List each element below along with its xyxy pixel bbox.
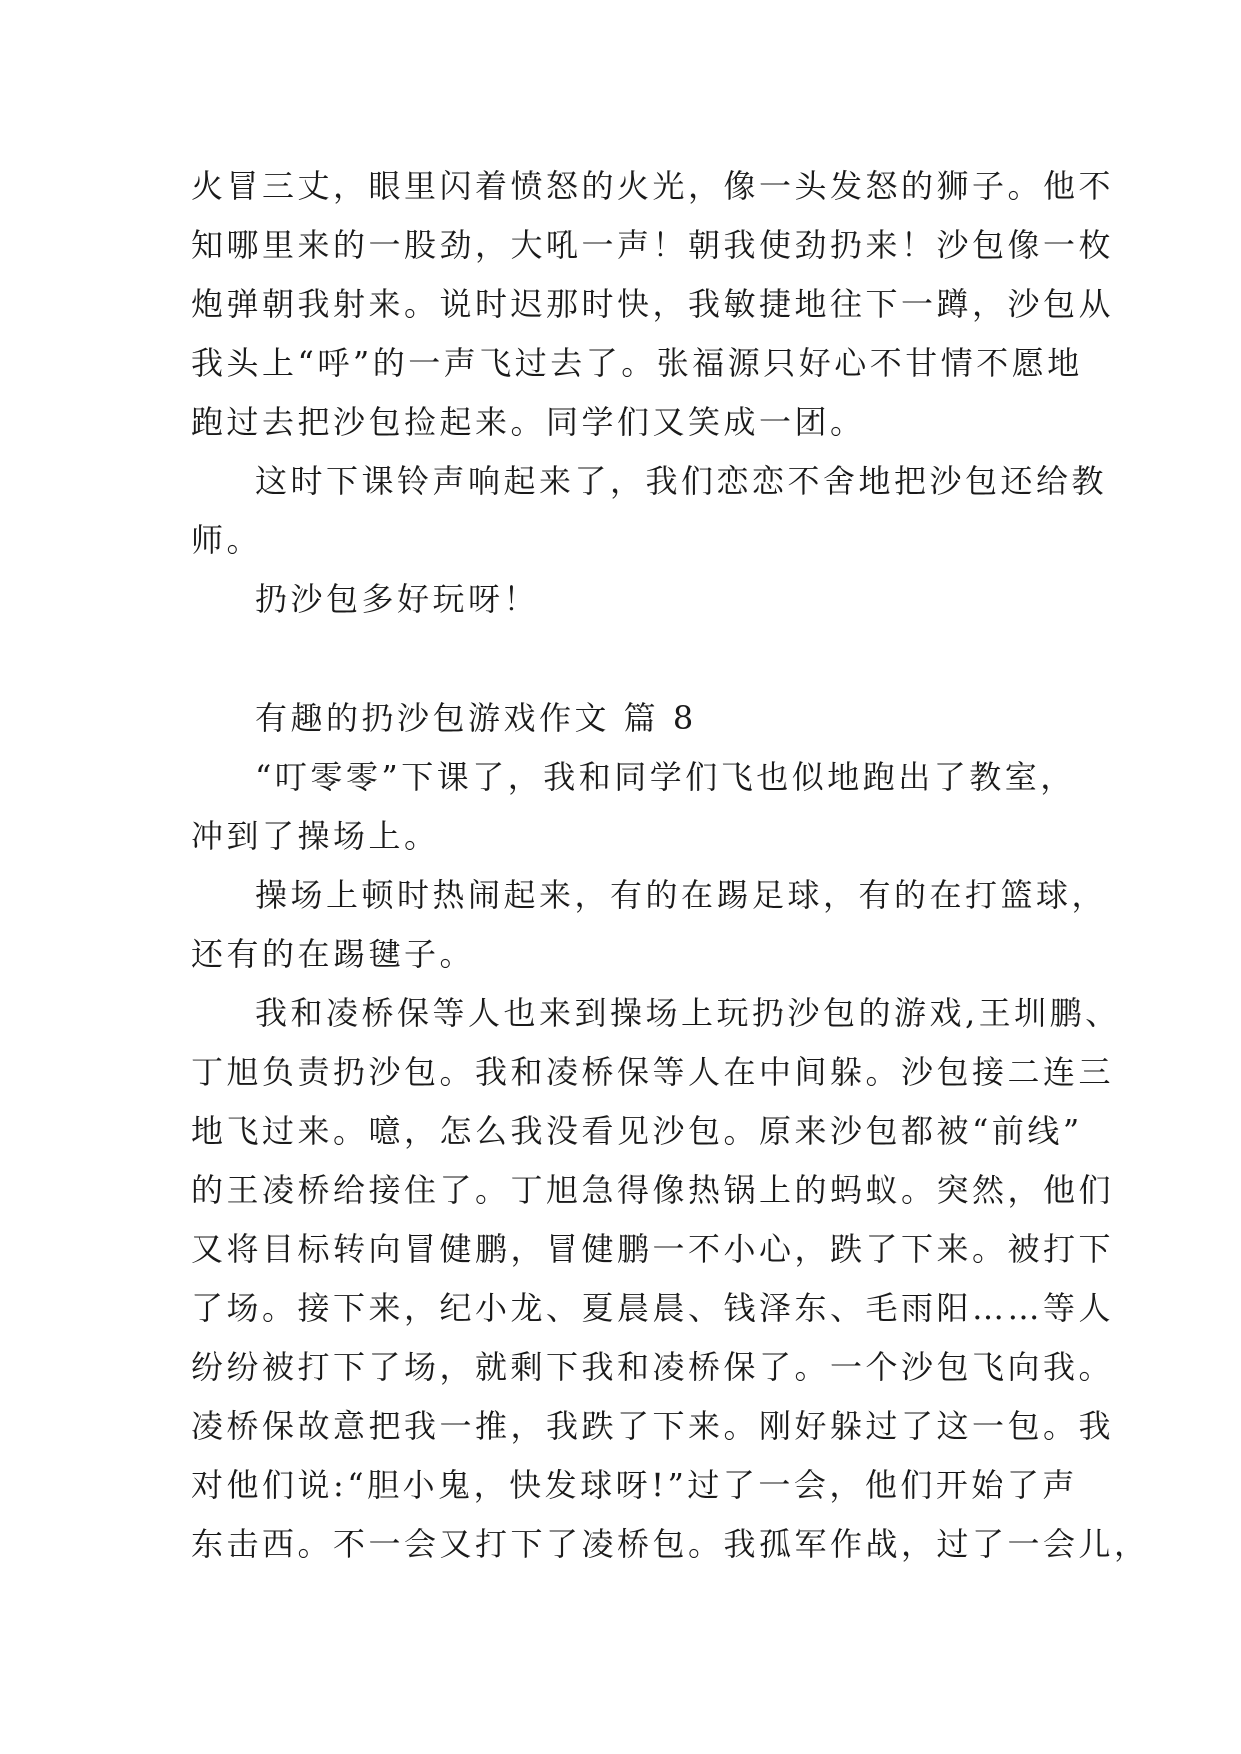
text-line: 了场。接下来，纪小龙、夏晨晨、钱泽东、毛雨阳……等人 (191, 1289, 1115, 1327)
text-line: 我头上“呼”的一声飞过去了。张福源只好心不甘情不愿地 (191, 344, 1083, 382)
text-line: 凌桥保故意把我一推，我跌了下来。刚好躲过了这一包。我 (191, 1407, 1115, 1445)
text-line: 丁旭负责扔沙包。我和凌桥保等人在中间躲。沙包接二连三 (191, 1053, 1115, 1091)
text-line: 纷纷被打下了场，就剩下我和凌桥保了。一个沙包飞向我。 (191, 1348, 1115, 1386)
text-line: 火冒三丈，眼里闪着愤怒的火光，像一头发怒的狮子。他不 (191, 167, 1115, 205)
section-heading: 有趣的扔沙包游戏作文 篇 8 (255, 699, 697, 737)
text-line: 炮弹朝我射来。说时迟那时快，我敏捷地往下一蹲，沙包从 (191, 285, 1115, 323)
text-line: 对他们说:“胆小鬼，快发球呀!”过了一会，他们开始了声 (191, 1466, 1078, 1504)
text-line: 知哪里来的一股劲，大吼一声！朝我使劲扔来！沙包像一枚 (191, 226, 1115, 264)
text-line: 这时下课铃声响起来了，我们恋恋不舍地把沙包还给教 (255, 462, 1108, 500)
text-line: 师。 (191, 521, 263, 559)
text-line: 地飞过来。噫，怎么我没看见沙包。原来沙包都被“前线” (191, 1112, 1083, 1150)
text-line: 东击西。不一会又打下了凌桥包。我孤军作战，过了一会儿， (191, 1525, 1150, 1563)
text-line: 操场上顿时热闹起来，有的在踢足球，有的在打篮球， (255, 876, 1108, 914)
text-line: 冲到了操场上。 (191, 817, 440, 855)
text-line: 还有的在踢毽子。 (191, 935, 476, 973)
text-line: 又将目标转向冒健鹏，冒健鹏一不小心，跌了下来。被打下 (191, 1230, 1115, 1268)
text-line: 的王凌桥给接住了。丁旭急得像热锅上的蚂蚁。突然，他们 (191, 1171, 1115, 1209)
text-line: 扔沙包多好玩呀！ (255, 580, 540, 618)
text-line: “叮零零”下课了，我和同学们飞也似地跑出了教室， (255, 758, 1076, 796)
text-line: 跑过去把沙包捡起来。同学们又笑成一团。 (191, 403, 866, 441)
text-line: 我和凌桥保等人也来到操场上玩扔沙包的游戏,王圳鹏、 (255, 994, 1121, 1032)
